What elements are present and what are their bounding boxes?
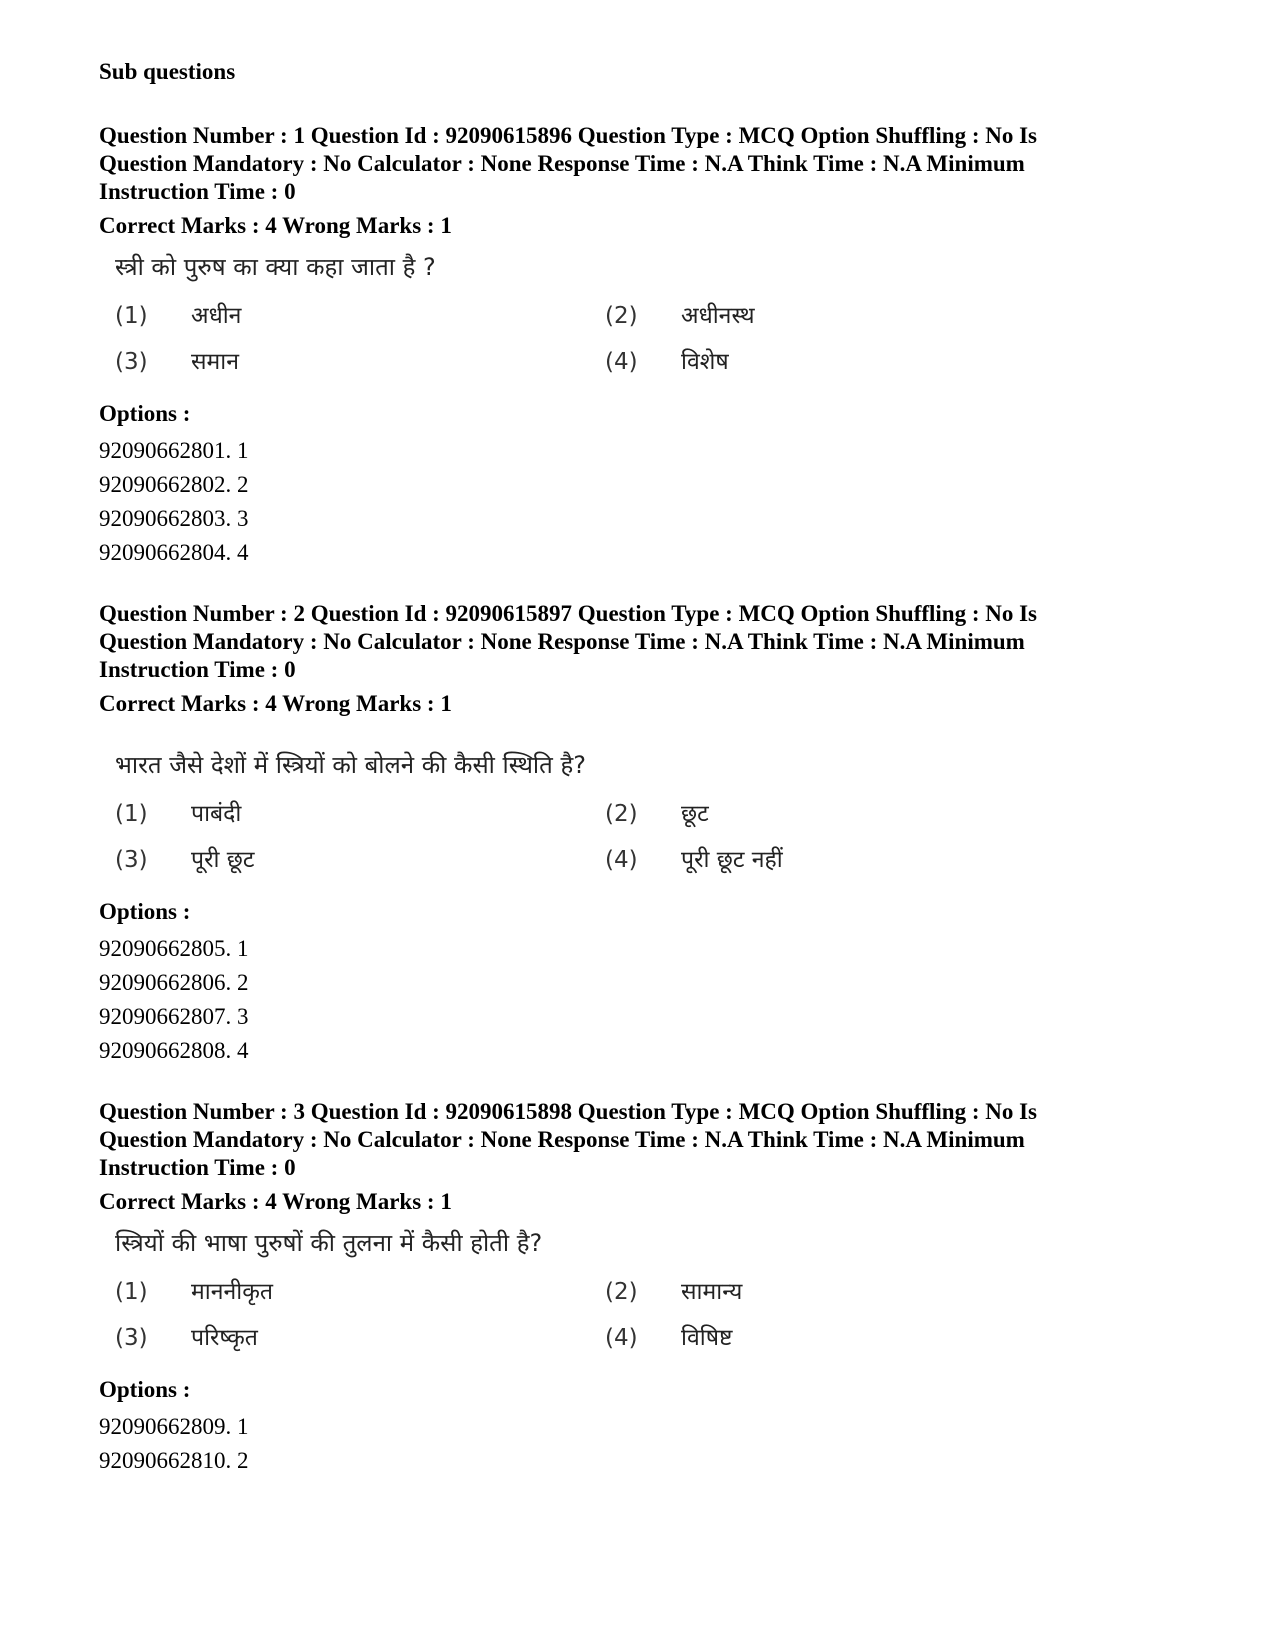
choice-number: (4) <box>605 847 638 873</box>
choice-label: छूट <box>681 801 709 827</box>
choice-number: (4) <box>605 1325 638 1351</box>
choice-item <box>115 1320 605 1356</box>
question-meta-line: Question Number : 2 Question Id : 92090615897 Question Type : MCQ Option Shuffling : No Is <box>99 601 1038 626</box>
choice-number: (4) <box>605 349 638 375</box>
question-marks: Correct Marks : 4 Wrong Marks : 1 <box>99 1189 452 1214</box>
choice-number: (3) <box>115 847 148 873</box>
question-content <box>115 748 1179 878</box>
choice-grid <box>115 298 1179 380</box>
question-marks: Correct Marks : 4 Wrong Marks : 1 <box>99 213 452 238</box>
question-meta-line: Question Mandatory : No Calculator : None Response Time : N.A Think Time : N.A Minimum <box>99 1127 1025 1152</box>
option-id: 92090662801. 1 <box>99 438 249 463</box>
option-id: 92090662805. 1 <box>99 936 249 961</box>
choice-label: समान <box>191 349 240 375</box>
document-page <box>99 58 1179 1508</box>
choice-number: (1) <box>115 801 148 827</box>
choice-grid <box>115 1274 1179 1356</box>
choice-number: (1) <box>115 1279 148 1305</box>
choice-number: (2) <box>605 303 638 329</box>
choice-item <box>115 344 605 380</box>
option-id: 92090662806. 2 <box>99 970 249 995</box>
options-title: Options : <box>99 401 191 426</box>
choice-item <box>605 1274 905 1310</box>
choice-item <box>115 1274 605 1310</box>
choice-number: (1) <box>115 303 148 329</box>
question-meta-line: Question Mandatory : No Calculator : None Response Time : N.A Think Time : N.A Minimum <box>99 151 1025 176</box>
choice-number: (3) <box>115 1325 148 1351</box>
question-text: स्त्री को पुरुष का क्या कहा जाता है ? <box>115 253 436 281</box>
question-meta-line: Instruction Time : 0 <box>99 179 296 204</box>
choice-label: अधीन <box>191 303 242 329</box>
question-meta-line: Instruction Time : 0 <box>99 1155 296 1180</box>
choice-label: पाबंदी <box>191 801 242 827</box>
question-marks: Correct Marks : 4 Wrong Marks : 1 <box>99 691 452 716</box>
question-block <box>99 600 1179 1068</box>
question-text: भारत जैसे देशों में स्त्रियों को बोलने की कैसी स्थिति है? <box>115 751 586 779</box>
choice-label: विशेष <box>681 349 729 375</box>
options-title: Options : <box>99 1377 191 1402</box>
option-id: 92090662808. 4 <box>99 1038 249 1063</box>
question-meta-line: Question Number : 3 Question Id : 92090615898 Question Type : MCQ Option Shuffling : No Is <box>99 1099 1038 1124</box>
options-title: Options : <box>99 899 191 924</box>
choice-number: (2) <box>605 801 638 827</box>
question-content <box>115 250 1179 380</box>
option-id: 92090662802. 2 <box>99 472 249 497</box>
option-id: 92090662804. 4 <box>99 540 249 565</box>
choice-item <box>115 298 605 334</box>
option-id: 92090662803. 3 <box>99 506 249 531</box>
question-meta-line: Question Mandatory : No Calculator : None Response Time : N.A Think Time : N.A Minimum <box>99 629 1025 654</box>
question-meta-line: Instruction Time : 0 <box>99 657 296 682</box>
choice-label: विषिष्ट <box>681 1325 733 1351</box>
question-block <box>99 1098 1179 1478</box>
choice-label: पूरी छूट नहीं <box>681 847 783 873</box>
choice-label: अधीनस्थ <box>681 303 755 329</box>
choice-item <box>605 842 905 878</box>
choice-grid <box>115 796 1179 878</box>
choice-item <box>605 344 905 380</box>
option-id: 92090662810. 2 <box>99 1448 249 1473</box>
choice-number: (3) <box>115 349 148 375</box>
page-heading: Sub questions <box>99 59 236 84</box>
choice-item <box>115 796 605 832</box>
question-text: स्त्रियों की भाषा पुरुषों की तुलना में कैसी होती है? <box>115 1229 543 1257</box>
option-id: 92090662807. 3 <box>99 1004 249 1029</box>
choice-item <box>605 1320 905 1356</box>
choice-label: परिष्कृत <box>191 1325 258 1351</box>
choice-number: (2) <box>605 1279 638 1305</box>
choice-item <box>115 842 605 878</box>
choice-label: पूरी छूट <box>191 847 255 873</box>
question-block <box>99 122 1179 570</box>
question-content <box>115 1226 1179 1356</box>
choice-item <box>605 796 905 832</box>
question-meta-line: Question Number : 1 Question Id : 92090615896 Question Type : MCQ Option Shuffling : No Is <box>99 123 1038 148</box>
choice-item <box>605 298 905 334</box>
choice-label: माननीकृत <box>191 1279 273 1305</box>
option-id: 92090662809. 1 <box>99 1414 249 1439</box>
choice-label: सामान्य <box>681 1279 743 1305</box>
